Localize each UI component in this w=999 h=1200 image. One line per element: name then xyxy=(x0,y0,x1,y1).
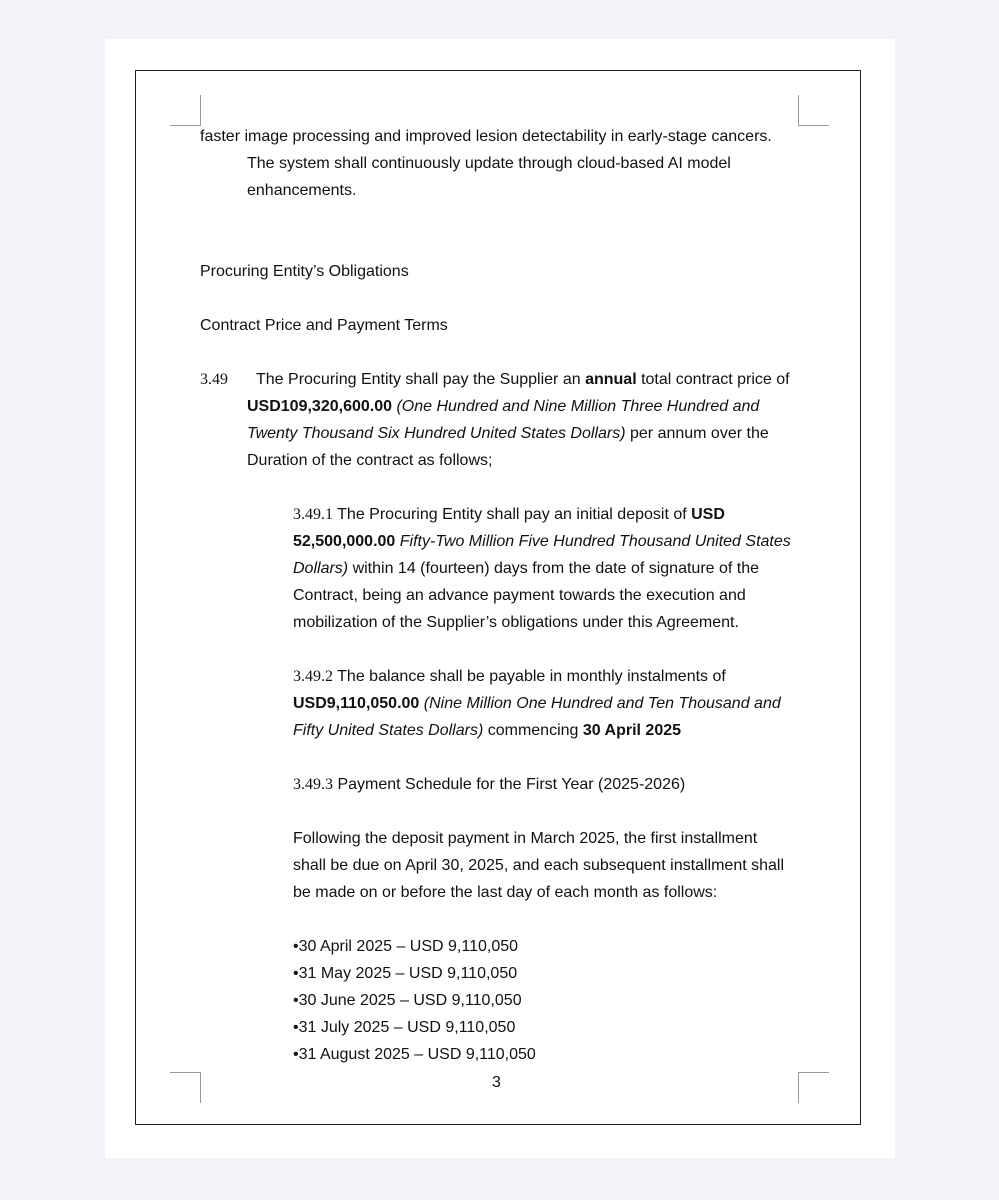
clause-3-49-line-4: Duration of the contract as follows; xyxy=(247,452,493,469)
text-run: commencing xyxy=(483,722,583,739)
text-run: total contract price of xyxy=(636,371,790,388)
amount-words-cont: Fifty United States Dollars) xyxy=(293,722,484,739)
amount-words-cont: Twenty Thousand Six Hundred United States Dollars) xyxy=(247,425,626,442)
amount-words: (Nine Million One Hundred and Ten Thousand and xyxy=(419,695,781,712)
heading-obligations: Procuring Entity’s Obligations xyxy=(200,263,409,280)
crop-mark-top-left xyxy=(170,95,201,126)
clause-3-49-line-2 xyxy=(247,393,759,420)
clause-3-49-3-line-1 xyxy=(293,771,685,798)
schedule-item: •31 August 2025 – USD 9,110,050 xyxy=(293,1046,536,1063)
amount-words-cont: Dollars) xyxy=(293,560,349,577)
crop-mark-top-right xyxy=(798,95,829,126)
crop-mark-bottom-left xyxy=(170,1072,201,1103)
page-number: 3 xyxy=(492,1074,501,1091)
clause-3-49-2-line-3 xyxy=(293,717,681,744)
clause-3-49-2-line-2 xyxy=(293,690,781,717)
text-run-annual: annual xyxy=(585,371,637,388)
text-run: The Procuring Entity shall pay the Supplier an xyxy=(256,371,586,388)
schedule-item: •31 July 2025 – USD 9,110,050 xyxy=(293,1019,516,1036)
clause-3-49-1-line-3 xyxy=(293,555,759,582)
clause-3-49-2-number: 3.49.2 xyxy=(293,668,333,685)
amount-annual: USD109,320,600.00 xyxy=(247,398,392,415)
commencement-date: 30 April 2025 xyxy=(582,722,682,739)
clause-3-49-number: 3.49 xyxy=(200,371,228,388)
text-run: The Procuring Entity shall pay an initial deposit of xyxy=(333,506,692,523)
text-run: Payment Schedule for the First Year (2025-2026) xyxy=(333,776,686,793)
text-run: per annum over the xyxy=(625,425,769,442)
amount-words: Fifty-Two Million Five Hundred Thousand United States xyxy=(395,533,791,550)
clause-3-49-2-line-1 xyxy=(293,663,726,690)
intro-line-3: enhancements. xyxy=(247,182,357,199)
clause-3-49-line-3 xyxy=(247,420,769,447)
schedule-intro-line-3: be made on or before the last day of each month as follows: xyxy=(293,884,718,901)
text-run-usd: USD xyxy=(691,506,725,523)
schedule-item: •30 June 2025 – USD 9,110,050 xyxy=(293,992,522,1009)
clause-3-49-1-line-1 xyxy=(293,501,725,528)
schedule-item: •31 May 2025 – USD 9,110,050 xyxy=(293,965,518,982)
clause-3-49-1-number: 3.49.1 xyxy=(293,506,333,523)
clause-3-49-1-line-4: Contract, being an advance payment towards the execution and xyxy=(293,587,746,604)
schedule-intro-line-2: shall be due on April 30, 2025, and each subsequent installment shall xyxy=(293,857,785,874)
intro-line-2: The system shall continuously update through cloud-based AI model xyxy=(247,155,731,172)
clause-3-49-1-line-2 xyxy=(293,528,791,555)
schedule-item: •30 April 2025 – USD 9,110,050 xyxy=(293,938,519,955)
schedule-intro-line-1: Following the deposit payment in March 2025, the first installment xyxy=(293,830,758,847)
crop-mark-bottom-right xyxy=(798,1072,829,1103)
amount-deposit: 52,500,000.00 xyxy=(293,533,396,550)
amount-monthly: USD9,110,050.00 xyxy=(293,695,420,712)
intro-line-1: faster image processing and improved lesion detectability in early-stage cancers. xyxy=(200,128,772,145)
clause-3-49-line-1 xyxy=(256,366,790,393)
heading-price-terms: Contract Price and Payment Terms xyxy=(200,317,448,334)
clause-3-49-1-line-5: mobilization of the Supplier’s obligations under this Agreement. xyxy=(293,614,739,631)
amount-words: (One Hundred and Nine Million Three Hundred and xyxy=(392,398,760,415)
text-run: The balance shall be payable in monthly instalments of xyxy=(333,668,726,685)
clause-3-49-3-number: 3.49.3 xyxy=(293,776,333,793)
text-run: within 14 (fourteen) days from the date of signature of the xyxy=(348,560,760,577)
